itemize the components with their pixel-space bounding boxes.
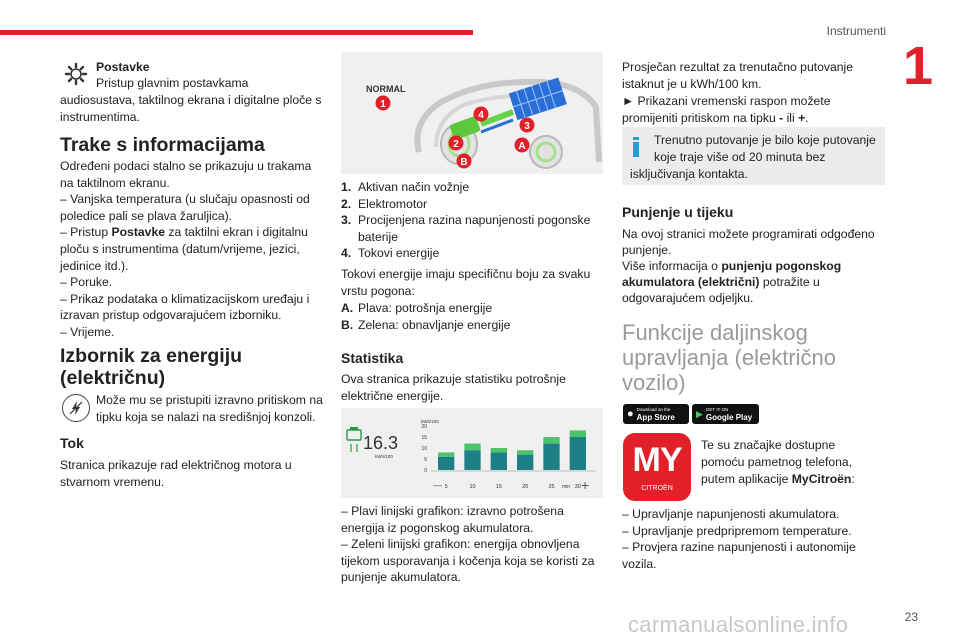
x-tick-label: 15 <box>495 484 502 490</box>
bands-line: na taktilnom ekranu. <box>60 175 170 190</box>
info-icon <box>632 137 640 157</box>
bands-line: ploču s instrumentima (datum/vrijeme, jezici, <box>60 241 300 256</box>
y-tick-label: 10 <box>421 446 427 452</box>
average-text: promijeniti pritiskom na tipku - ili +. <box>622 111 809 125</box>
y-axis-unit: kWh/100 <box>421 419 439 424</box>
deferred-charging-heading: Punjenje u tijeku <box>622 204 734 220</box>
deferred-text: akumulatora (električni) potražite u <box>622 275 820 289</box>
play-icon: ▶ <box>696 408 703 419</box>
list-item <box>341 229 603 246</box>
bands-line: poledice pali se plava žaruljica). <box>60 208 233 223</box>
x-tick-label: 20 <box>522 484 529 490</box>
bands-line: – Prikaz podataka o klimatizacijskom uređaju i <box>60 291 310 306</box>
chart-bar <box>543 444 559 470</box>
list-num: 2. <box>341 196 352 211</box>
consumption-unit: kWh/100 <box>375 454 393 459</box>
settings-text: Pristup glavnim postavkama <box>96 76 249 90</box>
x-tick-label: 10 <box>469 484 476 490</box>
chart-bar <box>438 452 454 456</box>
deferred-text: punjenje. <box>622 243 672 257</box>
list-item <box>341 179 603 196</box>
minus-button[interactable]: — <box>433 480 442 490</box>
settings-title: Postavke <box>96 60 150 74</box>
chart-bar <box>491 448 507 452</box>
list-num: 1. <box>341 180 352 194</box>
apple-icon: ● <box>627 408 634 420</box>
numbered-list <box>341 179 603 262</box>
chart-legend-line: tijekom usporavanja i kočenja koja se koristi za <box>341 553 595 568</box>
bands-line: Određeni podaci stalno se prikazuju u trakama <box>60 159 312 173</box>
list-item <box>341 245 603 262</box>
info-text: isključivanja kontakta. <box>630 167 748 181</box>
y-tick-label: 5 <box>424 457 427 463</box>
energy-button-icon <box>62 394 90 422</box>
app-store-badge[interactable] <box>623 404 689 424</box>
bands-line: – Vanjska temperatura (u slučaju opasnosti od <box>60 192 310 207</box>
flow-heading: Tok <box>60 435 84 451</box>
app-text: putem aplikacije MyCitroën: <box>701 472 855 486</box>
y-tick-label: 20 <box>421 424 427 430</box>
chart-bar <box>543 437 559 444</box>
page-number: 23 <box>904 610 918 624</box>
google-play-big: Google Play <box>705 413 753 422</box>
marker-2-label: 2 <box>453 139 459 150</box>
list-text: Tokovi energije <box>358 246 440 261</box>
y-tick-label: 0 <box>424 468 427 474</box>
stats-text: Ova stranica prikazuje statistiku potrošnje <box>341 372 566 386</box>
remote-heading-line: vozilo) <box>622 370 686 395</box>
remote-feature: – Provjera razine napunjenosti i autonomije <box>622 540 856 555</box>
remote-feature: – Upravljanje napunjenosti akumulatora. <box>622 507 840 521</box>
remote-heading-line: Funkcije daljinskog <box>622 320 808 345</box>
list-text: Elektromotor <box>358 196 428 211</box>
google-play-small: GET IT ON <box>705 407 729 412</box>
consumption-value: 16.3 <box>363 433 399 453</box>
statistics-chart <box>341 408 603 498</box>
deferred-text: Na ovoj stranici možete programirati odgođeno <box>622 227 875 241</box>
list-text: Procijenjena razina napunjenosti pogonske <box>358 213 591 228</box>
deferred-text: Više informacija o punjenju pogonskog <box>622 259 842 273</box>
average-text: ► Prikazani vremenski raspon možete <box>622 94 831 108</box>
chart-bar <box>570 430 586 437</box>
list-text: Zelena: obnavljanje energije <box>358 317 511 332</box>
list-text: Aktivan način vožnje <box>358 180 470 194</box>
app-text: pomoću pametnog telefona, <box>701 455 853 469</box>
section-title: Instrumenti <box>826 24 886 38</box>
flows-text: Tokovi energije imaju specifičnu boju za svaku <box>341 267 591 281</box>
x-tick-label: 25 <box>548 484 555 490</box>
chapter-number: 1 <box>903 36 934 96</box>
mode-label: NORMAL <box>366 84 406 94</box>
flows-text: vrstu pogona: <box>341 284 415 298</box>
chart-legend-line: energija iz pogonskog akumulatora. <box>341 520 534 535</box>
remote-feature: vozila. <box>622 556 657 571</box>
chart-bar <box>517 450 533 454</box>
statistics-chart-panel <box>341 408 603 498</box>
list-num: 3. <box>341 213 352 228</box>
citroen-label: CITROËN <box>641 485 673 492</box>
battery-icon <box>347 427 361 452</box>
list-letter: B. <box>341 317 354 332</box>
deferred-text: odgovarajućem odjeljku. <box>622 291 754 305</box>
stats-text: električne energije. <box>341 389 444 403</box>
energy-heading: Izbornik za energiju <box>60 345 243 367</box>
watermark: carmanualsonline.info <box>628 612 849 637</box>
flow-text: Stranica prikazuje rad električnog motora u <box>60 458 292 472</box>
remote-heading <box>622 320 836 395</box>
chart-bar <box>491 452 507 470</box>
list-item <box>341 196 603 213</box>
chart-legend-line: – Plavi linijski grafikon: izravno potrošena <box>341 504 564 518</box>
chart-bar <box>464 444 480 451</box>
bands-line: – Poruke. <box>60 275 113 290</box>
energy-text: Može mu se pristupiti izravno pritiskom na <box>96 393 323 407</box>
list-text: Plava: potrošnja energije <box>358 301 493 315</box>
chart-legend-text <box>341 503 603 586</box>
list-item <box>341 300 603 317</box>
list-letter: A. <box>341 301 354 315</box>
remote-heading-line: upravljanja (električno <box>622 345 836 370</box>
bands-line: jedinice itd.). <box>60 258 129 273</box>
x-axis-unit: min <box>562 484 571 490</box>
settings-text: audiosustava, taktilnog ekrana i digitalne ploče s <box>60 93 322 107</box>
bands-line: – Pristup Postavke za taktilni ekran i digitalnu <box>60 225 308 240</box>
info-text: koje traje više od 20 minuta bez <box>654 150 826 164</box>
list-num <box>341 229 358 246</box>
app-store-big: App Store <box>636 413 675 422</box>
chart-bar <box>438 457 454 470</box>
plus-button[interactable]: + <box>581 477 590 493</box>
app-store-small: Download on the <box>636 407 671 412</box>
bands-text <box>60 158 330 341</box>
app-text: Te su značajke dostupne <box>701 438 836 452</box>
y-tick-label: 15 <box>421 435 427 441</box>
remote-feature: – Upravljanje predpripremom temperature. <box>622 523 852 538</box>
google-play-badge[interactable] <box>692 404 759 424</box>
chart-bar <box>464 450 480 470</box>
info-text: Trenutno putovanje je bilo koje putovanje <box>654 133 876 147</box>
average-text: istaknut je u kWh/100 km. <box>622 77 762 91</box>
settings-text: instrumentima. <box>60 110 140 124</box>
chart-bar <box>570 437 586 470</box>
list-num: 4. <box>341 246 352 261</box>
bands-line: – Vrijeme. <box>60 324 115 339</box>
stats-heading: Statistika <box>341 350 404 366</box>
marker-3-label: 3 <box>524 121 530 132</box>
marker-b-label: B <box>460 157 468 168</box>
mycitroen-app-icon <box>623 433 691 501</box>
marker-1-label: 1 <box>380 99 386 110</box>
remote-features-list <box>622 506 888 572</box>
energy-text: tipku koja se nalazi na središnjoj konzoli. <box>96 410 316 424</box>
settings-gear-icon <box>62 60 90 88</box>
x-tick-label: 5 <box>444 484 448 490</box>
marker-a-label: A <box>518 141 526 152</box>
energy-flow-diagram <box>341 52 603 174</box>
chart-bar <box>517 455 533 470</box>
average-text: Prosječan rezultat za trenutačno putovanje <box>622 60 854 74</box>
list-text: baterije <box>358 229 398 244</box>
mycitroen-logo-text: MY <box>632 441 682 479</box>
x-tick-label: 30 <box>574 484 581 490</box>
chart-legend-line: – Zeleni linijski grafikon: energija obnovljena <box>341 537 580 552</box>
chart-legend-line: punjenje akumulatora. <box>341 570 461 585</box>
top-accent-bar <box>0 30 473 35</box>
bands-line: izravan pristup odgovarajućem izborniku. <box>60 308 282 323</box>
bands-heading: Trake s informacijama <box>60 134 265 156</box>
marker-4-label: 4 <box>478 110 484 121</box>
lettered-list <box>341 300 603 333</box>
list-item <box>341 212 603 229</box>
list-item <box>341 317 603 334</box>
flow-text: stvarnom vremenu. <box>60 475 165 489</box>
energy-heading: (električnu) <box>60 367 166 389</box>
info-box <box>622 127 885 185</box>
